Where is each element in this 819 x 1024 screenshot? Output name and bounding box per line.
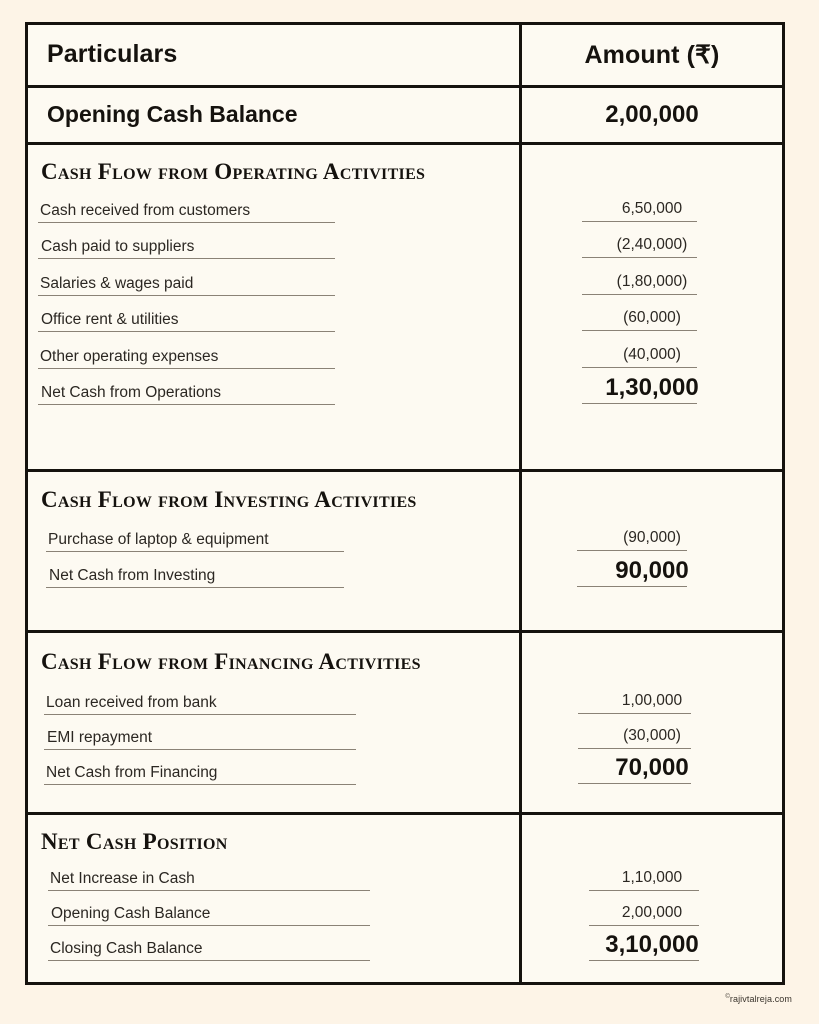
line-item-amount: (40,000) [623, 345, 681, 363]
line-item-rule [38, 331, 335, 332]
section-title: Cash Flow from Financing Activities [41, 649, 421, 675]
amount-rule [582, 294, 697, 295]
header-label-amount: Amount (₹) [584, 40, 720, 69]
watermark-credit [725, 994, 792, 1004]
amount-rule [589, 960, 699, 961]
line-item-label: Cash paid to suppliers [41, 238, 195, 256]
amount-rule [582, 330, 697, 331]
section-amount-cell [522, 815, 782, 982]
opening-cell-amount [522, 88, 782, 142]
section-band [28, 472, 782, 634]
section-particulars-cell [28, 815, 522, 982]
line-item-rule [38, 295, 335, 296]
opening-cash-balance-label: Opening Cash Balance [47, 101, 298, 128]
line-item-rule [48, 960, 370, 961]
section-particulars-cell [28, 145, 522, 469]
line-item-rule [44, 714, 356, 715]
opening-cash-balance-row [28, 88, 782, 145]
copyright-icon: © [725, 994, 730, 1000]
line-item-rule [38, 404, 335, 405]
line-item-label: Net Cash from Financing [46, 764, 218, 782]
line-item-amount: (90,000) [623, 528, 681, 546]
amount-rule [578, 783, 691, 784]
header-cell-amount [522, 25, 782, 85]
line-item-amount: (30,000) [623, 727, 681, 745]
section-particulars-cell [28, 472, 522, 631]
section-total-amount: 70,000 [615, 754, 689, 782]
line-item-label: Net Increase in Cash [50, 869, 195, 887]
line-item-label: Net Cash from Operations [41, 384, 222, 402]
line-item-rule [44, 749, 356, 750]
amount-rule [582, 221, 697, 222]
amount-rule [582, 403, 697, 404]
line-item-rule [46, 587, 344, 588]
section-title: Net Cash Position [41, 828, 228, 854]
header-cell-particulars [28, 25, 522, 85]
amount-rule [589, 925, 699, 926]
section-total-amount: 1,30,000 [605, 374, 699, 402]
line-item-label: Opening Cash Balance [51, 904, 211, 922]
line-item-rule [38, 368, 335, 369]
line-item-amount: 1,00,000 [621, 692, 683, 710]
section-title: Cash Flow from Operating Activities [41, 158, 426, 184]
amount-rule [582, 367, 697, 368]
line-item-amount: (2,40,000) [616, 236, 688, 254]
section-amount-cell [522, 472, 782, 631]
line-item-label: EMI repayment [47, 729, 153, 747]
line-item-amount: 6,50,000 [621, 199, 683, 217]
table-header-row [28, 25, 782, 88]
line-item-label: Salaries & wages paid [40, 274, 194, 292]
amount-rule [577, 586, 687, 587]
amount-rule [589, 890, 699, 891]
cash-flow-table [25, 22, 785, 985]
line-item-label: Closing Cash Balance [50, 939, 203, 957]
section-band [28, 633, 782, 814]
section-title: Cash Flow from Investing Activities [41, 486, 417, 512]
header-label-particulars: Particulars [47, 40, 178, 69]
line-item-label: Net Cash from Investing [49, 566, 216, 584]
line-item-rule [48, 925, 370, 926]
section-band [28, 815, 782, 982]
line-item-rule [44, 784, 356, 785]
line-item-label: Cash received from customers [40, 201, 251, 219]
amount-rule [578, 713, 691, 714]
line-item-rule [48, 890, 370, 891]
opening-cash-balance-amount: 2,00,000 [605, 100, 699, 128]
section-amount-cell [522, 633, 782, 811]
amount-rule [582, 257, 697, 258]
opening-cell-label [28, 88, 522, 142]
line-item-amount: 1,10,000 [621, 868, 683, 886]
section-band [28, 145, 782, 472]
line-item-label: Purchase of laptop & equipment [48, 530, 269, 548]
line-item-rule [46, 551, 344, 552]
line-item-rule [38, 258, 335, 259]
watermark-text: rajivtalreja.com [729, 994, 792, 1004]
line-item-amount: (1,80,000) [616, 272, 688, 290]
amount-rule [578, 748, 691, 749]
line-item-amount: 2,00,000 [621, 903, 683, 921]
section-total-amount: 90,000 [615, 556, 689, 584]
line-item-rule [38, 222, 335, 223]
line-item-label: Other operating expenses [40, 347, 219, 365]
section-total-amount: 3,10,000 [605, 930, 699, 958]
line-item-label: Office rent & utilities [41, 311, 179, 329]
section-particulars-cell [28, 633, 522, 811]
section-amount-cell [522, 145, 782, 469]
line-item-amount: (60,000) [623, 309, 681, 327]
line-item-label: Loan received from bank [46, 694, 217, 712]
amount-rule [577, 550, 687, 551]
